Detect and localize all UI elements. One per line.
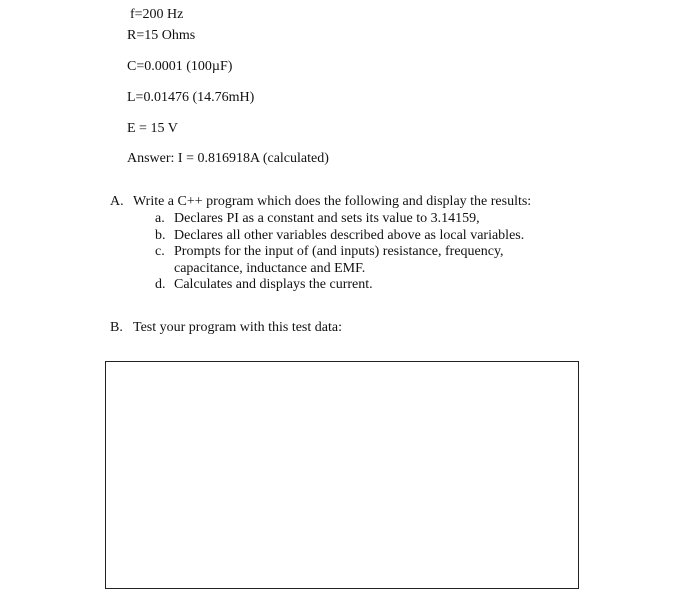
section-a-label: A.: [110, 194, 124, 209]
item-d-text: Calculates and displays the current.: [174, 277, 373, 292]
inductance-value: L=0.01476 (14.76mH): [127, 90, 255, 105]
item-a-text: Declares PI as a constant and sets its value to 3.14159,: [174, 211, 480, 226]
answer-line: Answer: I = 0.816918A (calculated): [127, 151, 329, 166]
section-b-text: Test your program with this test data:: [133, 320, 342, 335]
item-c-label: c.: [155, 244, 165, 259]
emf-value: E = 15 V: [127, 121, 178, 136]
resistance-value: R=15 Ohms: [127, 28, 196, 43]
test-data-box: [105, 361, 579, 589]
item-b-text: Declares all other variables described above as local variables.: [174, 228, 525, 243]
capacitance-value: C=0.0001 (100µF): [127, 59, 233, 74]
item-a-label: a.: [155, 211, 165, 226]
item-c-text-line2: capacitance, inductance and EMF.: [174, 261, 366, 276]
frequency-value: f=200 Hz: [130, 7, 184, 22]
item-b-label: b.: [155, 228, 166, 243]
item-d-label: d.: [155, 277, 166, 292]
section-b-label: B.: [110, 320, 123, 335]
section-a-text: Write a C++ program which does the following and display the results:: [133, 194, 532, 209]
item-c-text-line1: Prompts for the input of (and inputs) resistance, frequency,: [174, 244, 504, 259]
